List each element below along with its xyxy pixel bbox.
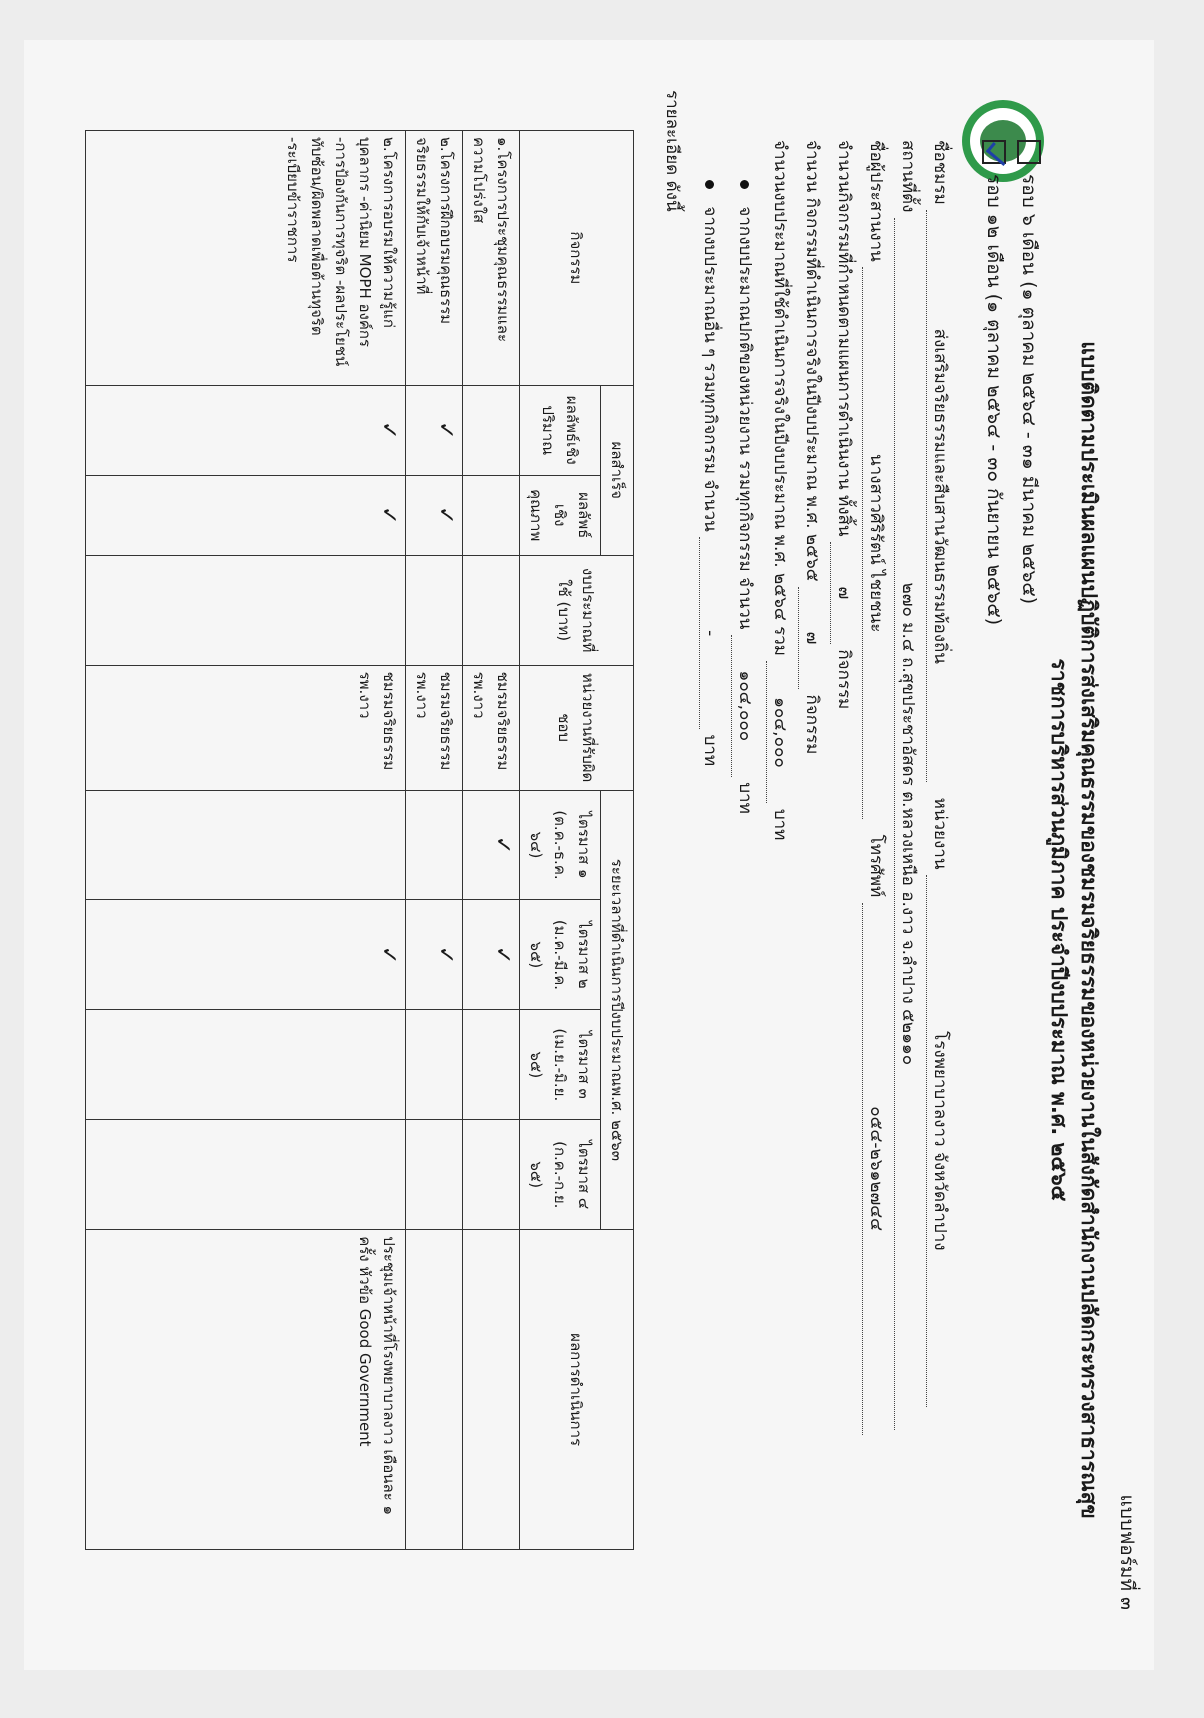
done-activities-line: จำนวน กิจกรรมที่ดำเนินการจริงในปีงบประมาณ พ.ศ. ๒๕๖๕ ๗ กิจกรรม bbox=[798, 140, 826, 754]
cell-q1: ✓ bbox=[463, 790, 520, 900]
cell-budget bbox=[463, 555, 520, 665]
cell-unit: ชมรมจริยธรรม รพ.งาว bbox=[463, 665, 520, 790]
document-title bbox=[1044, 190, 1104, 1670]
round-6-month: รอบ ๖ เดือน (๑ ตุลาคม ๒๕๖๔ - ๓๑ มีนาคม ๒๕๖๕) bbox=[1014, 140, 1044, 604]
cell-quantity: ✓ bbox=[86, 385, 406, 475]
header-q4: ไตรมาส ๔ (ก.ค.-ก.ย. ๖๕) bbox=[520, 1120, 601, 1230]
cell-quantity: ✓ bbox=[406, 385, 463, 475]
budget-total: ๑๐๔,๐๐๐ bbox=[766, 661, 794, 803]
document-page bbox=[24, 40, 1154, 1670]
cell-q4 bbox=[86, 1120, 406, 1230]
cell-q4 bbox=[463, 1120, 520, 1230]
cell-activity: ๒.โครงการฝึกอบรมคุณธรรมจริยธรรมให้กับเจ้าหน้าที่ bbox=[406, 131, 463, 386]
budget-other-line: จากงบประมาณอื่น ๆ รวมทุกกิจกรรม จำนวน - บาท bbox=[697, 180, 724, 766]
title-line-1: แบบติดตามประเมินผลแผนปฏิบัติการส่งเสริมคุณธรรมของชมรมจริยธรรมของหน่วยงานในสังกัดสำนักงานปลัดกระทรวงสาธารณสุข bbox=[1077, 341, 1101, 1519]
cell-q1 bbox=[86, 790, 406, 900]
cell-quantity bbox=[463, 385, 520, 475]
bullet-icon bbox=[741, 180, 750, 189]
header-quality: ผลลัพธ์เชิงคุณภาพ bbox=[520, 475, 601, 555]
cell-activity: ๑.โครงการประชุมคุณธรรมและความโปร่งใส bbox=[463, 131, 520, 386]
cell-q2: ✓ bbox=[86, 900, 406, 1010]
details-label: รายละเอียด ดังนี้ bbox=[662, 90, 682, 212]
table-row bbox=[463, 131, 520, 1550]
budget-other: - bbox=[699, 537, 720, 729]
header-q2: ไตรมาส ๒ (ม.ค.-มี.ค. ๖๕) bbox=[520, 900, 601, 1010]
cell-result: ประชุมเจ้าหน้าที่โรงพยาบาลงาว เดือนละ ๑ ครั้ง หัวข้อ Good Government bbox=[86, 1230, 406, 1550]
header-q3: ไตรมาส ๓ (เม.ย.-มิ.ย. ๖๕) bbox=[520, 1010, 601, 1120]
cell-result bbox=[463, 1230, 520, 1550]
cell-budget bbox=[406, 555, 463, 665]
cell-unit: ชมรมจริยธรรม รพ.งาว bbox=[406, 665, 463, 790]
header-q1: ไตรมาส ๑ (ต.ค.-ธ.ค. ๖๔) bbox=[520, 790, 601, 900]
done-count: ๗ bbox=[798, 587, 826, 689]
cell-result bbox=[406, 1230, 463, 1550]
round-12-month: รอบ ๑๒ เดือน (๑ ตุลาคม ๒๕๖๔ - ๓๐ กันยายน ๒๕๖๕) bbox=[979, 140, 1009, 625]
header-result: ผลการดำเนินการ bbox=[520, 1230, 634, 1550]
budget-line: จำนวนงบประมาณที่ใช้ดำเนินการจริงในปีงบประมาณ พ.ศ. ๒๕๖๔ รวม ๑๐๔,๐๐๐ บาท bbox=[766, 140, 794, 840]
coordinator-name: นางสาวศิริรัตน์ ไชยชนะ bbox=[862, 267, 890, 819]
cell-quality: ✓ bbox=[86, 475, 406, 555]
activity-table bbox=[85, 130, 634, 1550]
checkbox-round-6-icon[interactable] bbox=[1017, 140, 1041, 164]
planned-count: ๗ bbox=[830, 542, 858, 644]
planned-activities-line: จำนวนกิจกรรมที่กำหนดตามแผนการดำเนินงาน ทั้งสิ้น ๗ กิจกรรม bbox=[830, 140, 858, 709]
title-line-2: ราชการบริหารส่วนภูมิภาค ประจำปีงบประมาณ พ.ศ. ๒๕๖๕ bbox=[1047, 658, 1071, 1202]
location-value: ๒๗๐ ม.๔ ถ.สุขประชาอัสดร ต.หลวงเหนือ อ.งาว จ.ลำปาง ๕๒๑๑๐ bbox=[894, 218, 922, 1430]
header-outcome: ผลสำเร็จ bbox=[601, 385, 634, 555]
cell-q3 bbox=[406, 1010, 463, 1120]
cell-q2: ✓ bbox=[406, 900, 463, 1010]
cell-quality: ✓ bbox=[406, 475, 463, 555]
cell-q1 bbox=[406, 790, 463, 900]
coordinator-line: ชื่อผู้ประสานงาน นางสาวศิริรัตน์ ไชยชนะ โทรศัพท์ ๐๕๔-๒๖๑๒๗๔๔ bbox=[862, 140, 890, 1435]
form-number: แบบฟอร์มที่ ๓ bbox=[1116, 1494, 1138, 1610]
cell-q2: ✓ bbox=[463, 900, 520, 1010]
header-unit: หน่วยงานที่รับผิดชอบ bbox=[520, 665, 634, 790]
cell-q4 bbox=[406, 1120, 463, 1230]
bullet-icon bbox=[706, 180, 715, 189]
header-activity: กิจกรรม bbox=[520, 131, 634, 386]
table-row bbox=[86, 131, 406, 1550]
budget-own: ๑๐๔,๐๐๐ bbox=[731, 635, 759, 777]
location-line: สถานที่ตั้ง ๒๗๐ ม.๔ ถ.สุขประชาอัสดร ต.หลวงเหนือ อ.งาว จ.ลำปาง ๕๒๑๑๐ bbox=[894, 140, 922, 1430]
phone-value: ๐๕๔-๒๖๑๒๗๔๔ bbox=[862, 903, 890, 1435]
cell-q3 bbox=[463, 1010, 520, 1120]
club-line: ชื่อชมรม ส่งเสริมจริยธรรมและสืบสานวัฒนธรรมท้องถิ่น หน่วยงาน โรงพยาบาลงาว จังหวัดลำปาง bbox=[926, 140, 954, 1407]
header-period: ระยะเวลาที่ดำเนินการปีงบประมาณพ.ศ. ๒๕๖๓ bbox=[601, 790, 634, 1230]
header-quantity: ผลลัพธ์เชิงปริมาณ bbox=[520, 385, 601, 475]
cell-budget bbox=[86, 555, 406, 665]
club-name: ส่งเสริมจริยธรรมและสืบสานวัฒนธรรมท้องถิ่น bbox=[926, 210, 954, 782]
cell-unit: ชมรมจริยธรรม รพ.งาว bbox=[86, 665, 406, 790]
unit-name: โรงพยาบาลงาว จังหวัดลำปาง bbox=[926, 875, 954, 1407]
cell-q3 bbox=[86, 1010, 406, 1120]
table-row bbox=[406, 131, 463, 1550]
header-budget: งบประมาณที่ใช้ (บาท) bbox=[520, 555, 634, 665]
budget-own-line: จากงบประมาณปกติของหน่วยงาน รวมทุกกิจกรรม จำนวน ๑๐๔,๐๐๐ บาท bbox=[731, 180, 759, 814]
cell-activity: ๒.โครงการอบรมให้ความรู้แก่บุคลากร -ค่านิยม MOPH องค์กร -การป้องกันการทุจริต -ผลประโยชน์ทับซ้อน/ผิดพลาดเพื่อต้านทุจริต -ระเบียบข้าราชการ bbox=[86, 131, 406, 386]
checkbox-round-12-icon[interactable] bbox=[982, 140, 1006, 164]
cell-quality bbox=[463, 475, 520, 555]
